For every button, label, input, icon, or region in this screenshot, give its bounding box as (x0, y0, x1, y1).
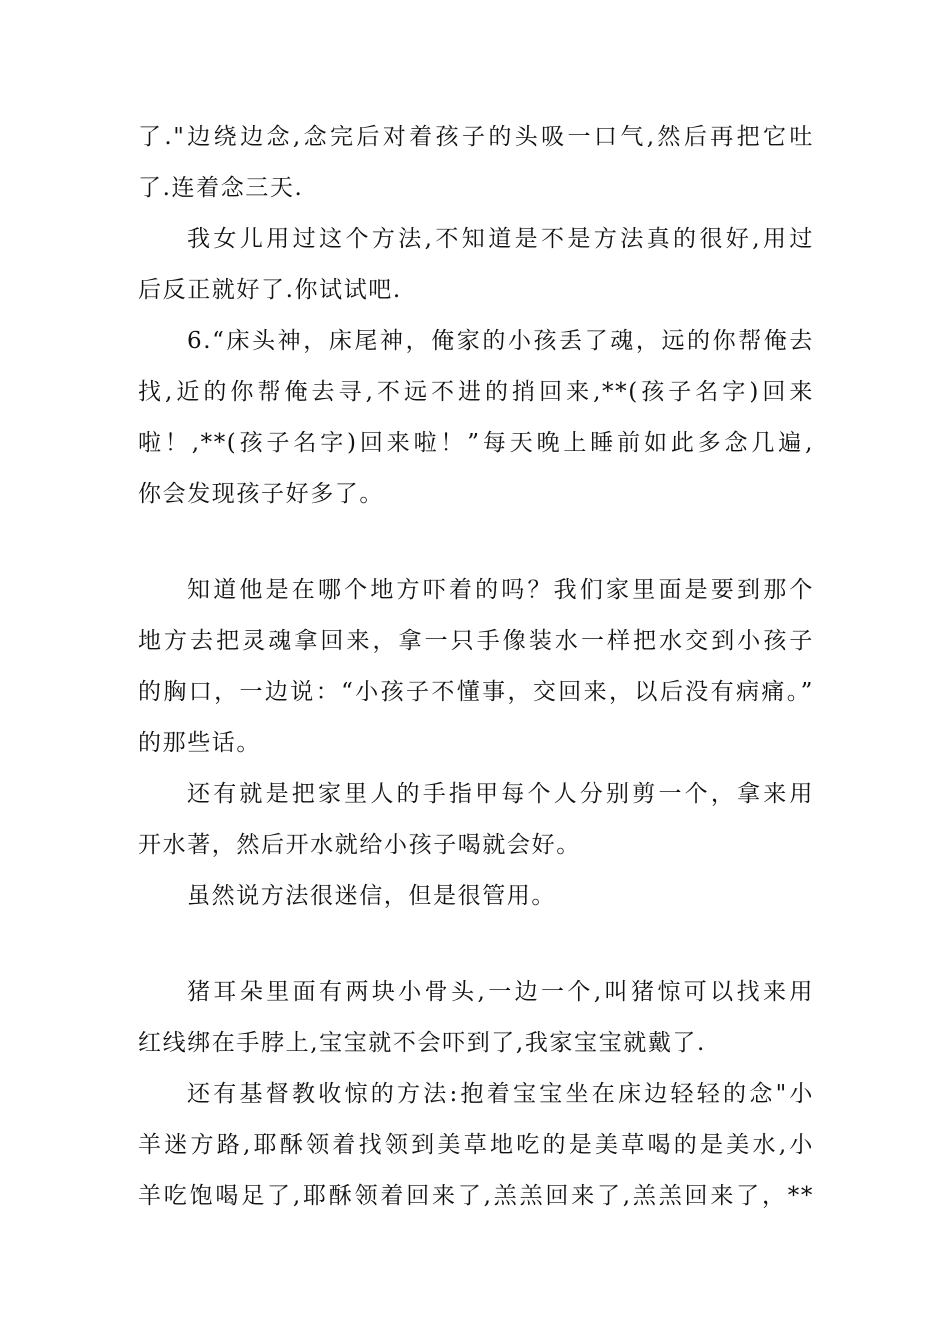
body-text-line: 的那些话。 (138, 730, 261, 756)
paragraph-first-line: 6.“床头神，床尾神，俺家的小孩丢了魂，远的你帮俺去 (187, 328, 814, 354)
paragraph-first-line: 我女儿用过这个方法,不知道是不是方法真的很好,用过 (187, 226, 814, 252)
body-text-line: 后反正就好了.你试试吧. (138, 277, 402, 303)
paragraph-first-line: 还有就是把家里人的手指甲每个人分别剪一个，拿来用 (187, 781, 814, 807)
body-text-line: 羊迷方路,耶酥领着找领到美草地吃的是美草喝的是美水,小 (138, 1132, 814, 1158)
body-text-line: 啦！,**(孩子名字)回来啦！”每天晚上睡前如此多念几遍, (138, 430, 814, 456)
body-text-line: 你会发现孩子好多了。 (138, 481, 384, 507)
body-text-line: 找,近的你帮俺去寻,不远不进的捎回来,**(孩子名字)回来 (138, 379, 814, 405)
body-text-line: 开水著，然后开水就给小孩子喝就会好。 (138, 832, 581, 858)
paragraph-first-line: 猪耳朵里面有两块小骨头,一边一个,叫猪惊可以找来用 (187, 979, 814, 1005)
body-text-line: 地方去把灵魂拿回来，拿一只手像装水一样把水交到小孩子 (138, 628, 814, 654)
paragraph-first-line: 虽然说方法很迷信，但是很管用。 (187, 883, 556, 909)
body-text-line: 了.连着念三天. (138, 175, 304, 201)
body-text-line: 了."边绕边念,念完后对着孩子的头吸一口气,然后再把它吐 (138, 124, 814, 150)
paragraph-first-line: 知道他是在哪个地方吓着的吗？我们家里面是要到那个 (187, 577, 814, 603)
paragraph-first-line: 还有基督教收惊的方法:抱着宝宝坐在床边轻轻的念"小 (187, 1081, 814, 1107)
body-text-line: 的胸口，一边说：“小孩子不懂事，交回来，以后没有病痛。” (138, 679, 814, 705)
body-text-line: 羊吃饱喝足了,耶酥领着回来了,羔羔回来了,羔羔回来了，** (138, 1183, 814, 1209)
body-text-line: 红线绑在手脖上,宝宝就不会吓到了,我家宝宝就戴了. (138, 1030, 706, 1056)
